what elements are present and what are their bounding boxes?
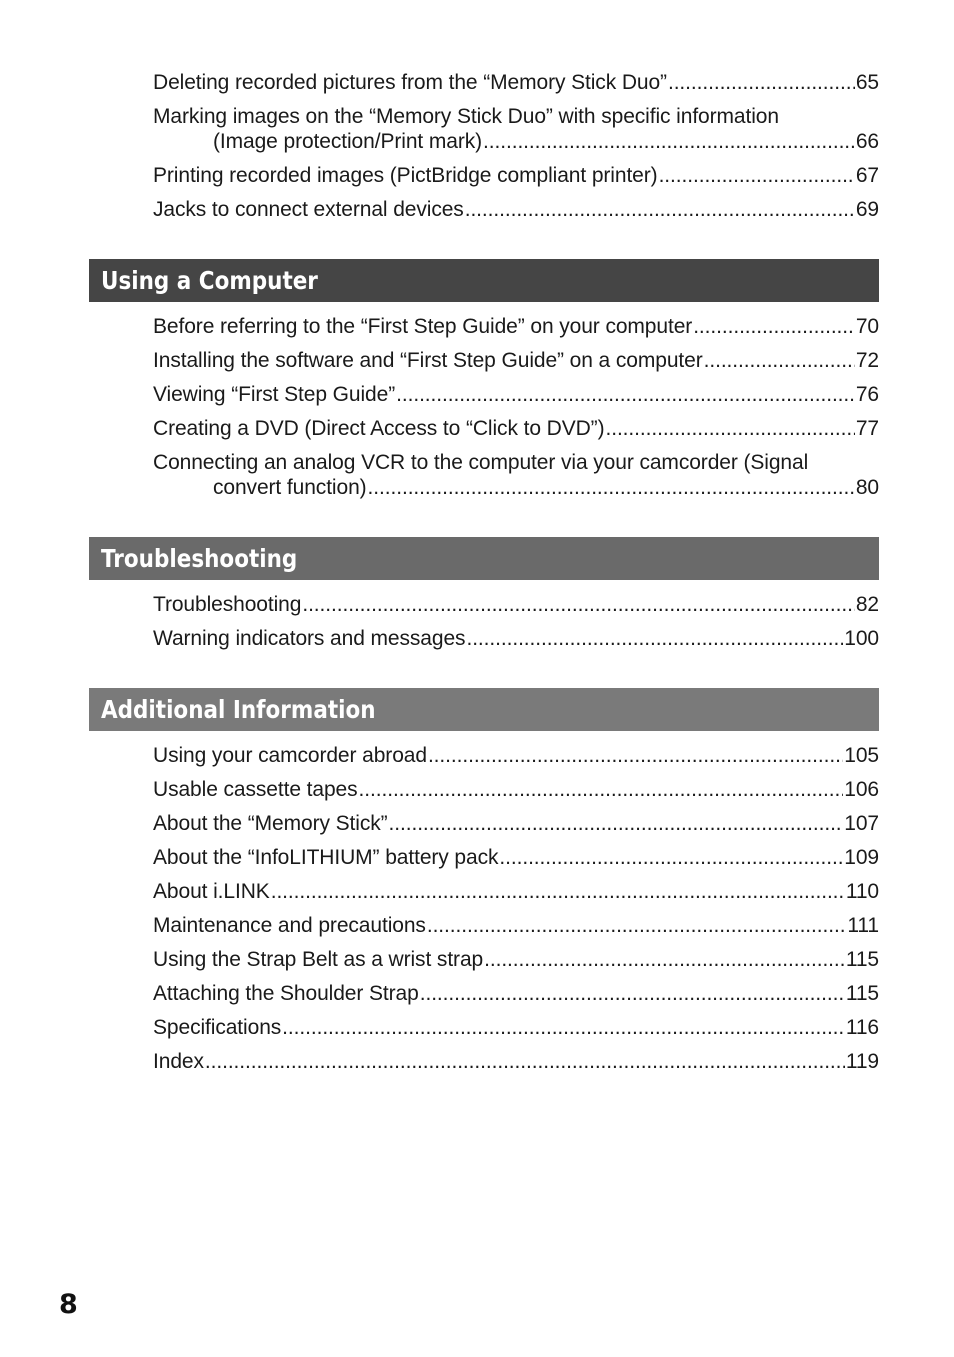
toc-entry-title: Maintenance and precautions	[153, 914, 426, 937]
toc-entry[interactable]	[153, 163, 879, 188]
toc-entry-title: (Image protection/Print mark)	[213, 130, 483, 153]
dot-leader	[282, 1015, 845, 1040]
toc-entry[interactable]	[153, 811, 879, 836]
toc-entry[interactable]	[153, 1049, 879, 1074]
dot-leader	[302, 592, 855, 617]
toc-entry-title: Printing recorded images (PictBridge compliant printer)	[153, 164, 658, 187]
toc-entry-title: About the “Memory Stick”	[153, 812, 388, 835]
section-heading-text: Using a Computer	[101, 266, 318, 295]
dot-leader	[396, 382, 855, 407]
toc-entry[interactable]	[153, 1015, 879, 1040]
toc-entry-page: 116	[845, 1016, 879, 1039]
toc-entry-page: 111	[847, 914, 879, 937]
toc-entry-page: 115	[845, 982, 879, 1005]
toc-entry[interactable]	[153, 450, 879, 500]
toc-entry[interactable]	[153, 626, 879, 651]
toc-entry-page: 65	[855, 71, 879, 94]
toc-entry-title: About the “InfoLITHIUM” battery pack	[153, 846, 499, 869]
toc-entry[interactable]	[153, 314, 879, 339]
dot-leader	[605, 416, 854, 441]
dot-leader	[484, 947, 845, 972]
toc-entry[interactable]	[153, 845, 879, 870]
page-number: 8	[59, 1289, 78, 1320]
dot-leader	[465, 197, 855, 222]
toc-entry-title: Jacks to connect external devices	[153, 198, 464, 221]
toc-entry[interactable]	[153, 981, 879, 1006]
toc-entry-page: 109	[844, 846, 879, 869]
toc-entry-title: convert function)	[213, 476, 367, 499]
dot-leader	[668, 70, 855, 95]
toc-entry-page: 100	[844, 627, 879, 650]
toc-entry-title: Deleting recorded pictures from the “Memory Stick Duo”	[153, 71, 667, 94]
toc-entry-page: 72	[855, 349, 879, 372]
toc-entry-page: 115	[845, 948, 879, 971]
toc-entry-page: 70	[855, 315, 879, 338]
toc-entry-title: Creating a DVD (Direct Access to “Click to DVD”)	[153, 417, 605, 440]
dot-leader	[389, 811, 844, 836]
dot-leader	[420, 981, 845, 1006]
toc-entry-title: Installing the software and “First Step Guide” on a computer	[153, 349, 703, 372]
toc-entry-page: 77	[855, 417, 879, 440]
toc-entry[interactable]	[153, 777, 879, 802]
section-heading-text: Troubleshooting	[101, 544, 298, 573]
toc-entry-page: 76	[855, 383, 879, 406]
dot-leader	[205, 1049, 845, 1074]
toc-entry-title: Before referring to the “First Step Guide” on your computer	[153, 315, 693, 338]
section-heading-using-a-computer	[89, 259, 879, 302]
dot-leader	[427, 913, 847, 938]
toc-entry[interactable]	[153, 592, 879, 617]
toc-entry[interactable]	[153, 879, 879, 904]
toc-entry-title: Usable cassette tapes	[153, 778, 358, 801]
toc-entry[interactable]	[153, 197, 879, 222]
toc-entry-page: 69	[855, 198, 879, 221]
toc-entry-page: 106	[844, 778, 879, 801]
toc-entry-title: About i.LINK	[153, 880, 270, 903]
toc-entry-page: 66	[855, 130, 879, 153]
dot-leader	[659, 163, 855, 188]
toc-entry[interactable]	[153, 743, 879, 768]
dot-leader	[704, 348, 855, 373]
toc-entry-title: Attaching the Shoulder Strap	[153, 982, 419, 1005]
toc-entry-title: Troubleshooting	[153, 593, 302, 616]
dot-leader	[693, 314, 855, 339]
toc-entry-page: 107	[844, 812, 879, 835]
toc-entry[interactable]	[153, 348, 879, 373]
toc-entry-page: 119	[845, 1050, 879, 1073]
toc-entry-page: 82	[855, 593, 879, 616]
toc-entry[interactable]	[153, 382, 879, 407]
dot-leader	[466, 626, 843, 651]
dot-leader	[483, 129, 855, 154]
toc-entry[interactable]	[153, 416, 879, 441]
section-heading-text: Additional Information	[101, 695, 376, 724]
toc-entry-page: 67	[855, 164, 879, 187]
toc-entry-title-line1: Connecting an analog VCR to the computer via your camcorder (Signal	[153, 451, 809, 474]
toc-entry[interactable]	[153, 104, 879, 154]
dot-leader	[368, 475, 855, 500]
toc-entry-title: Viewing “First Step Guide”	[153, 383, 396, 406]
toc-entry-title: Using the Strap Belt as a wrist strap	[153, 948, 484, 971]
dot-leader	[428, 743, 843, 768]
toc-entry-title-line1: Marking images on the “Memory Stick Duo” with specific information	[153, 105, 779, 128]
toc-entry[interactable]	[153, 947, 879, 972]
dot-leader	[359, 777, 844, 802]
dot-leader	[499, 845, 843, 870]
toc-entry[interactable]	[153, 913, 879, 938]
toc-entry-page: 80	[855, 476, 879, 499]
toc-entry-page: 105	[844, 744, 879, 767]
dot-leader	[271, 879, 845, 904]
toc-entry[interactable]	[153, 70, 879, 95]
section-heading-additional-information	[89, 688, 879, 731]
toc-entry-title: Index	[153, 1050, 204, 1073]
toc-entry-title: Warning indicators and messages	[153, 627, 466, 650]
section-heading-troubleshooting	[89, 537, 879, 580]
toc-entry-title: Specifications	[153, 1016, 282, 1039]
toc-entry-page: 110	[845, 880, 879, 903]
toc-entry-title: Using your camcorder abroad	[153, 744, 427, 767]
